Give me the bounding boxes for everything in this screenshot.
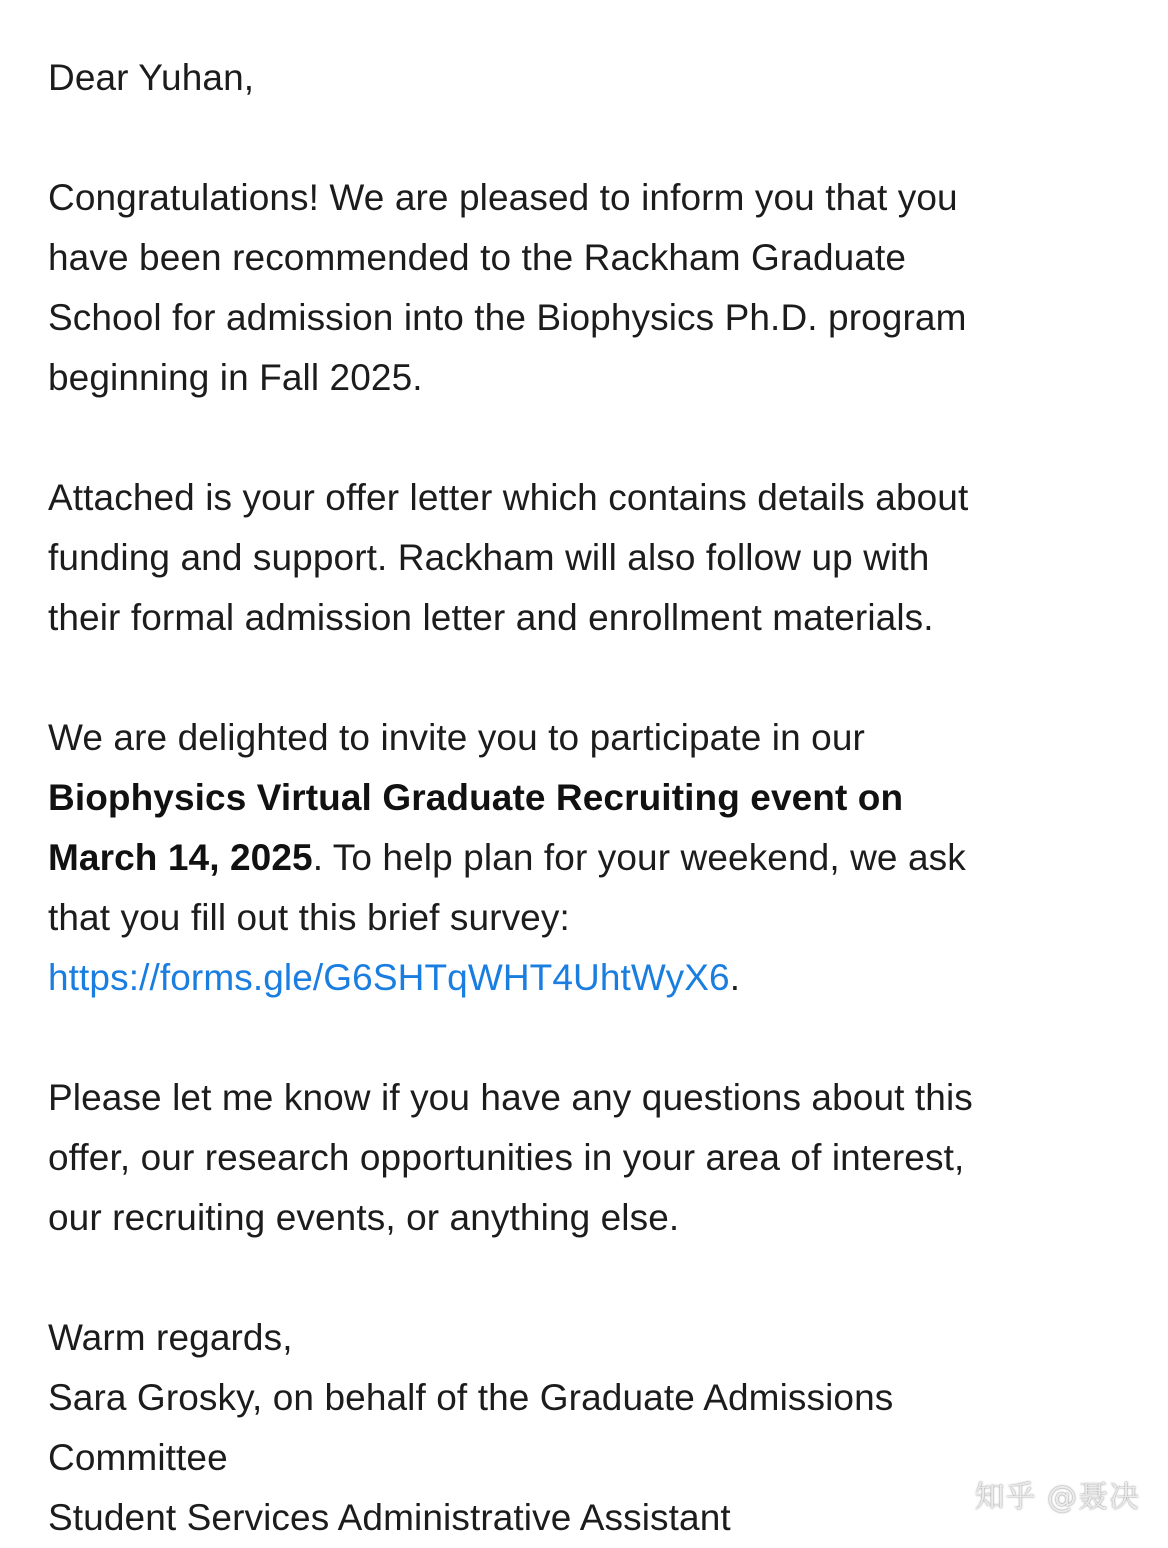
survey-link-period: .	[729, 957, 741, 998]
paragraph-recruiting-event	[48, 708, 1138, 1008]
paragraph-line: We are delighted to invite you to participate in our	[48, 717, 865, 758]
event-date-trailing-text: . To help plan for your weekend, we ask	[312, 837, 966, 878]
paragraph-line	[48, 948, 1138, 1008]
greeting	[48, 48, 1138, 108]
greeting-text: Dear Yuhan,	[48, 57, 255, 98]
paragraph-line: funding and support. Rackham will also follow up with	[48, 537, 930, 578]
paragraph-line: Congratulations! We are pleased to inform you that you	[48, 177, 958, 218]
paragraph-congratulations	[48, 168, 1138, 408]
paragraph-offer-letter	[48, 468, 1138, 648]
email-body	[48, 48, 1138, 1548]
paragraph-line: School for admission into the Biophysics Ph.D. program	[48, 297, 967, 338]
survey-link[interactable]: https://forms.gle/G6SHTqWHT4UhtWyX6	[48, 957, 730, 998]
paragraph-line: have been recommended to the Rackham Graduate	[48, 237, 907, 278]
paragraph-line: their formal admission letter and enrollment materials.	[48, 597, 934, 638]
signature-title: Student Services Administrative Assistant	[48, 1497, 731, 1538]
event-name-bold: Biophysics Virtual Graduate Recruiting event on	[48, 777, 904, 818]
zhihu-watermark: 知乎 @聂决	[974, 1480, 1140, 1515]
event-date-bold: March 14, 2025	[48, 837, 313, 878]
paragraph-questions	[48, 1068, 1138, 1248]
paragraph-line	[48, 828, 1138, 888]
paragraph-line: that you fill out this brief survey:	[48, 897, 570, 938]
paragraph-line: our recruiting events, or anything else.	[48, 1197, 680, 1238]
paragraph-line: Please let me know if you have any questions about this	[48, 1077, 973, 1118]
signature-name-continued: Committee	[48, 1437, 228, 1478]
paragraph-line: offer, our research opportunities in your area of interest,	[48, 1137, 965, 1178]
paragraph-line: Attached is your offer letter which contains details about	[48, 477, 969, 518]
signature-closing: Warm regards,	[48, 1317, 293, 1358]
paragraph-line: beginning in Fall 2025.	[48, 357, 423, 398]
signature-name: Sara Grosky, on behalf of the Graduate Admissions	[48, 1377, 894, 1418]
